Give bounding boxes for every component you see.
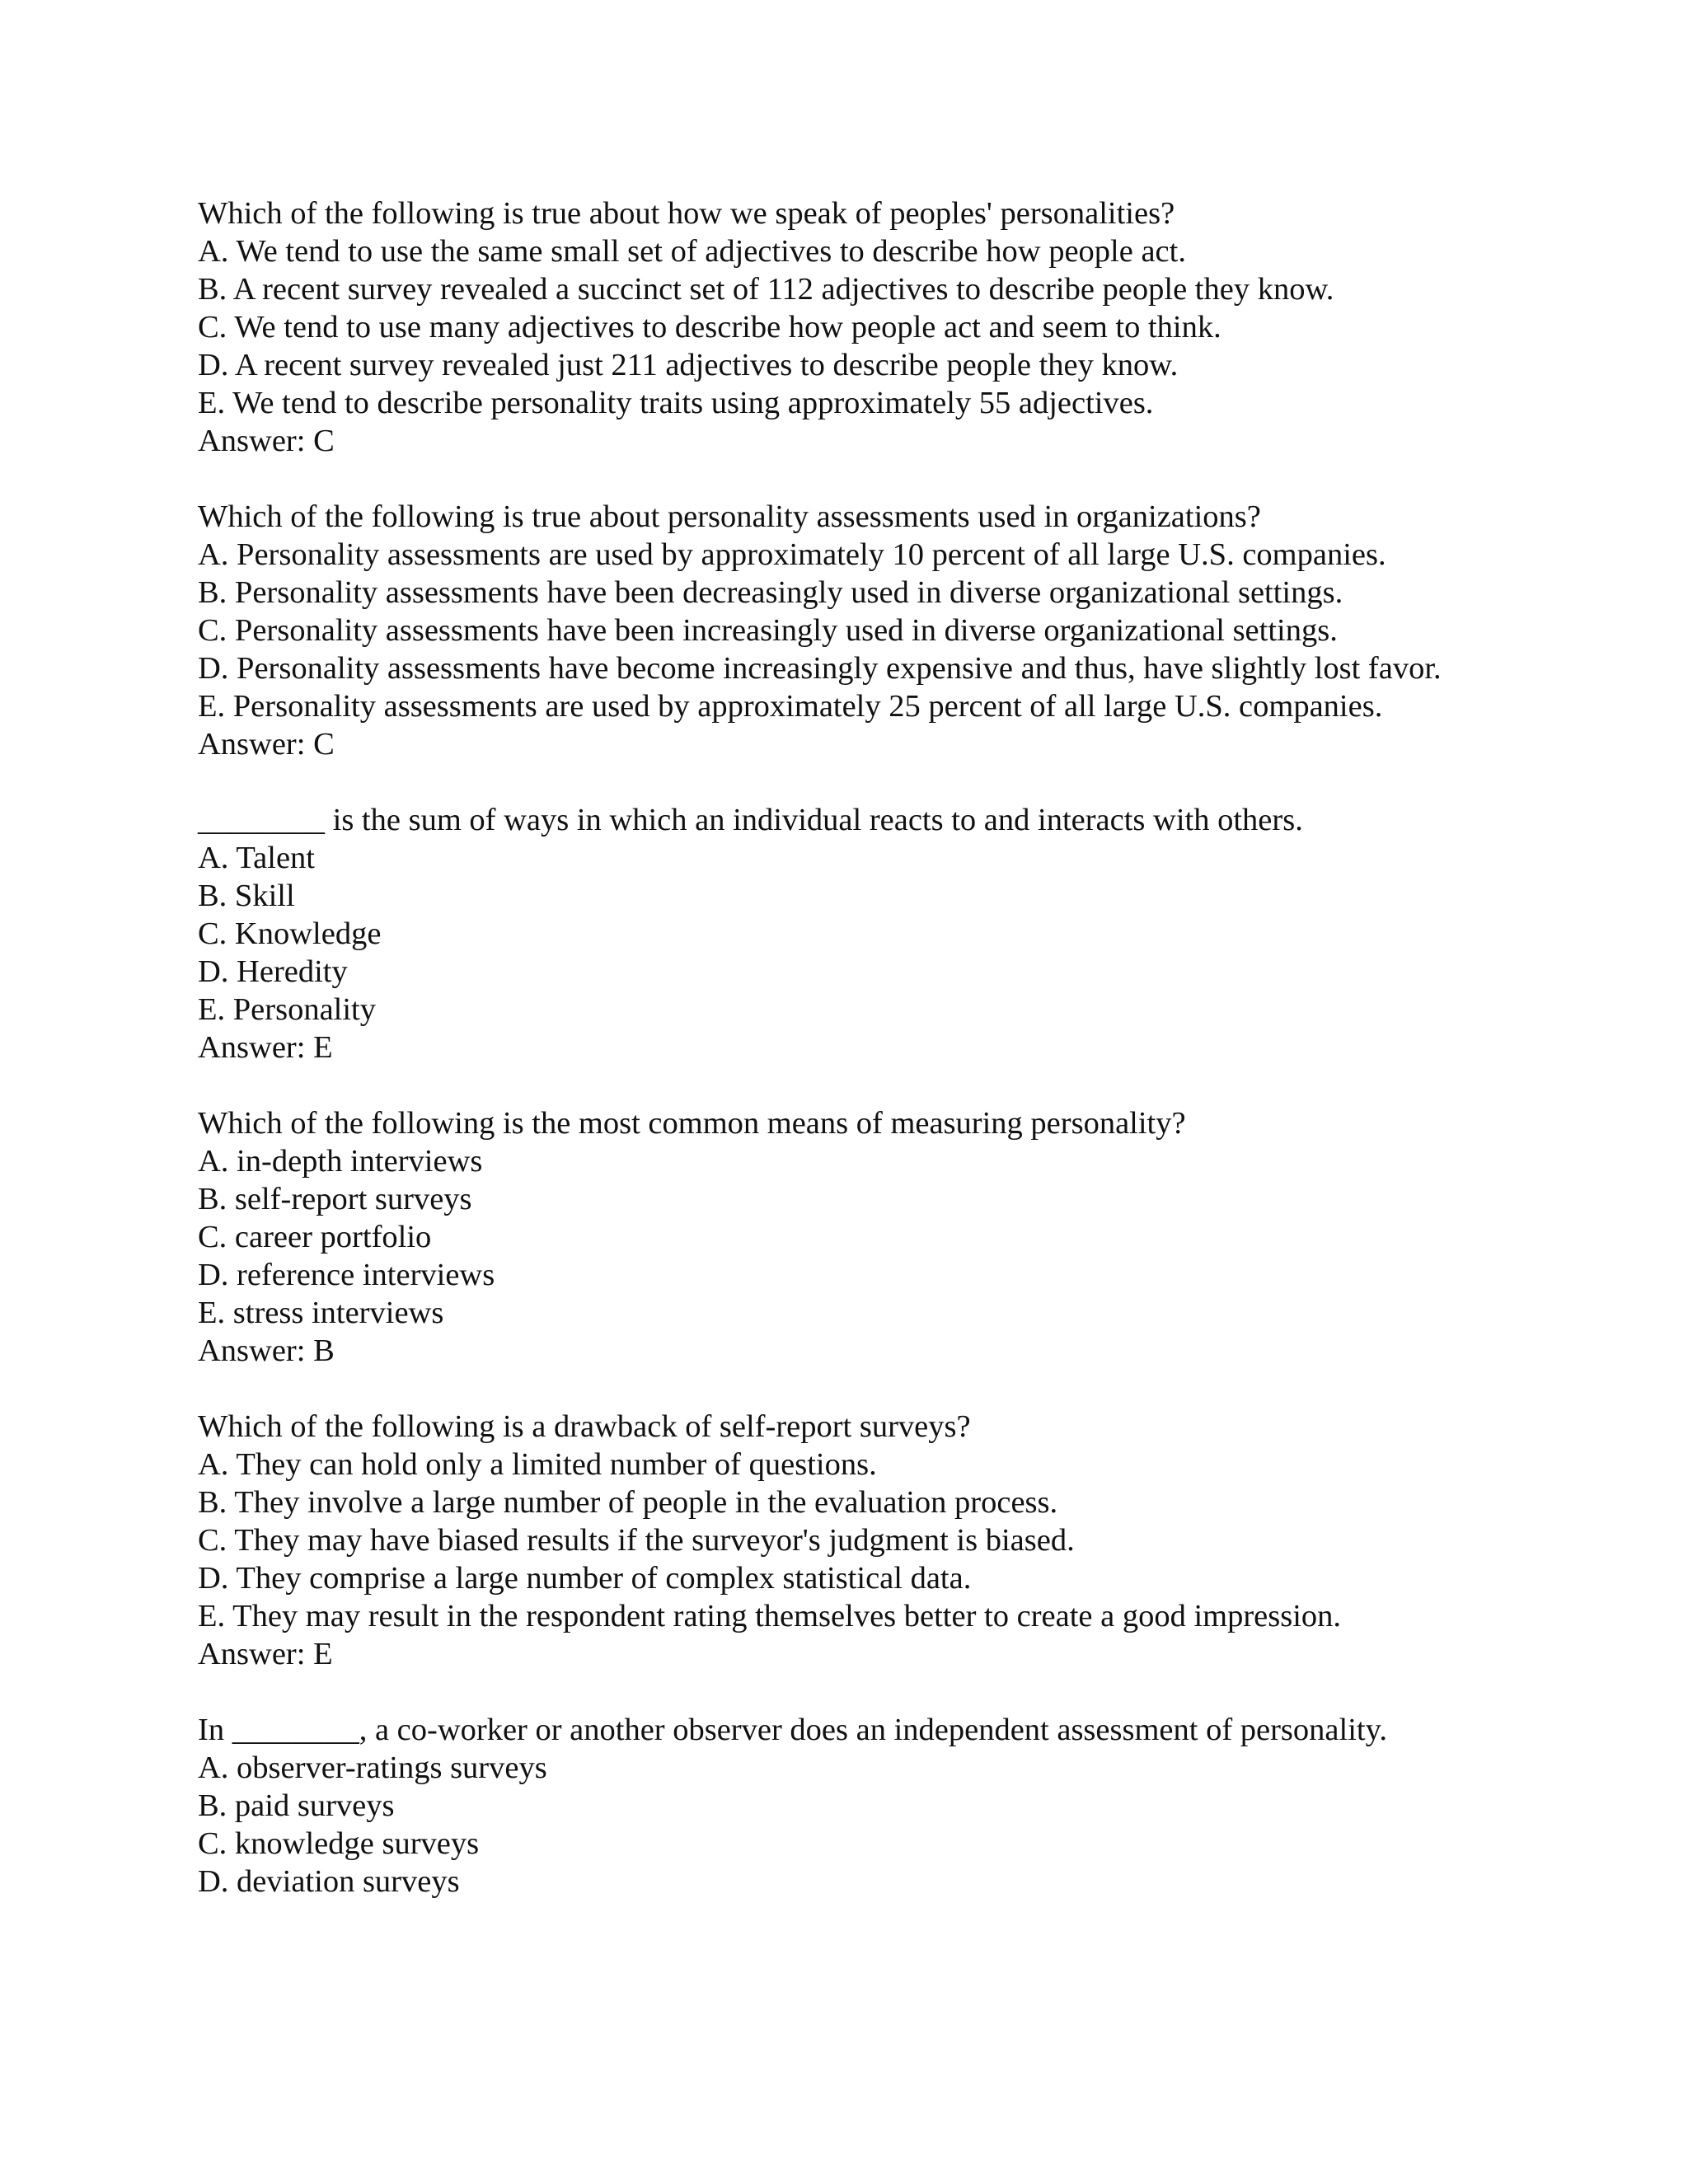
answer-key: Answer: C [198, 727, 335, 762]
answer-option: D. reference interviews [198, 1258, 495, 1292]
answer-option: B. paid surveys [198, 1788, 395, 1823]
question-4 [198, 1104, 1484, 1370]
answer-option: C. career portfolio [198, 1220, 432, 1254]
answer-key: Answer: C [198, 424, 335, 458]
answer-option: C. Knowledge [198, 916, 382, 951]
answer-option: C. We tend to use many adjectives to describe how people act and seem to think. [198, 310, 1221, 344]
answer-option: E. stress interviews [198, 1296, 444, 1330]
question-stem: Which of the following is true about personality assessments used in organizations? [198, 499, 1261, 534]
question-5 [198, 1408, 1484, 1673]
answer-option: B. A recent survey revealed a succinct set of 112 adjectives to describe people they know. [198, 272, 1334, 307]
question-stem: Which of the following is the most common means of measuring personality? [198, 1106, 1186, 1141]
answer-option: C. They may have biased results if the surveyor's judgment is biased. [198, 1523, 1075, 1558]
answer-option: A. Personality assessments are used by approximately 10 percent of all large U.S. companies. [198, 537, 1386, 572]
document-page [198, 194, 1484, 1938]
answer-option: B. self-report surveys [198, 1182, 472, 1216]
answer-option: E. Personality assessments are used by approximately 25 percent of all large U.S. companies. [198, 689, 1383, 724]
question-stem: ________ is the sum of ways in which an individual reacts to and interacts with others. [198, 803, 1303, 837]
answer-option: C. Personality assessments have been increasingly used in diverse organizational settings. [198, 613, 1338, 648]
answer-option: D. Heredity [198, 954, 348, 989]
answer-option: D. A recent survey revealed just 211 adjectives to describe people they know. [198, 348, 1179, 382]
answer-option: B. They involve a large number of people in the evaluation process. [198, 1485, 1058, 1520]
question-1 [198, 194, 1484, 460]
answer-option: A. in-depth interviews [198, 1144, 483, 1179]
answer-option: D. They comprise a large number of complex statistical data. [198, 1561, 972, 1596]
answer-option: D. deviation surveys [198, 1864, 460, 1899]
question-3 [198, 801, 1484, 1066]
answer-option: A. observer-ratings surveys [198, 1750, 547, 1785]
answer-option: A. They can hold only a limited number of questions. [198, 1447, 877, 1482]
answer-key: Answer: E [198, 1637, 333, 1671]
answer-option: B. Skill [198, 879, 295, 913]
question-stem: In ________, a co-worker or another observer does an independent assessment of personality. [198, 1713, 1387, 1747]
question-stem: Which of the following is a drawback of self-report surveys? [198, 1409, 971, 1444]
answer-option: E. Personality [198, 992, 376, 1027]
answer-option: A. We tend to use the same small set of adjectives to describe how people act. [198, 234, 1186, 269]
answer-option: A. Talent [198, 841, 316, 875]
answer-option: D. Personality assessments have become increasingly expensive and thus, have slightly lost favor. [198, 651, 1442, 686]
answer-option: C. knowledge surveys [198, 1826, 480, 1861]
question-6 [198, 1711, 1484, 1900]
question-stem: Which of the following is true about how we speak of peoples' personalities? [198, 196, 1175, 231]
answer-option: E. They may result in the respondent rating themselves better to create a good impression. [198, 1599, 1342, 1633]
answer-option: E. We tend to describe personality traits using approximately 55 adjectives. [198, 386, 1154, 420]
answer-key: Answer: B [198, 1333, 335, 1368]
question-2 [198, 498, 1484, 763]
answer-key: Answer: E [198, 1030, 333, 1065]
answer-option: B. Personality assessments have been decreasingly used in diverse organizational settings. [198, 575, 1343, 610]
